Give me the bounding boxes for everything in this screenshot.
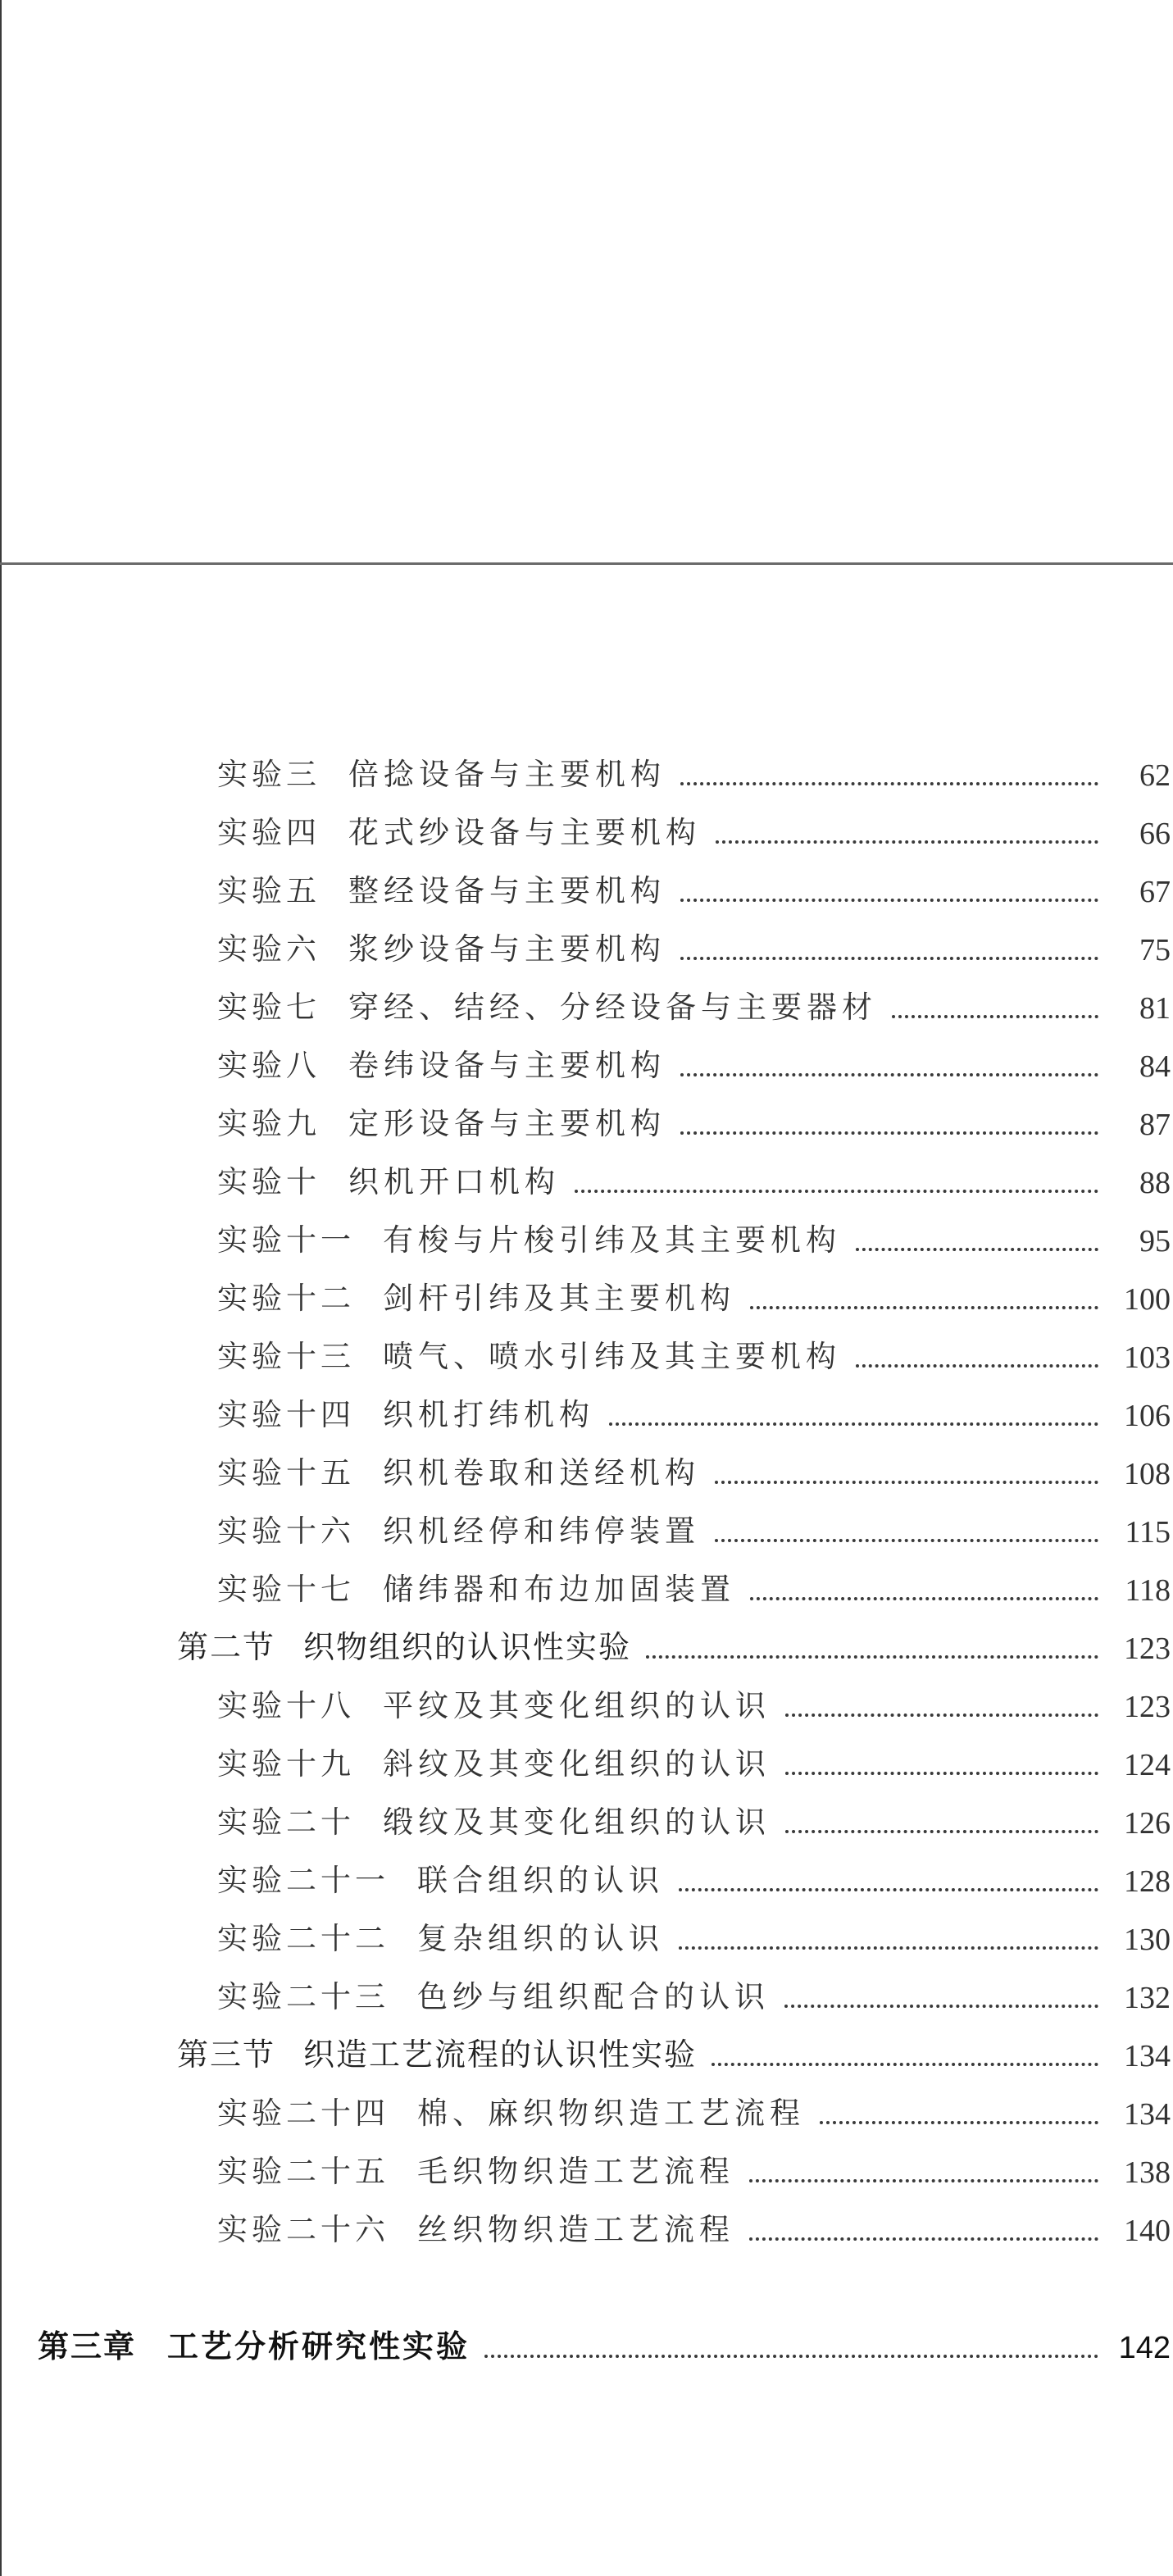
toc-entry-page: 62 xyxy=(1139,758,1171,793)
toc-entry-page: 103 xyxy=(1124,1340,1171,1375)
dot-leader xyxy=(680,899,1098,902)
toc-entry-number: 实验十三 xyxy=(217,1339,355,1374)
toc-entry-title: 棉、麻织物织造工艺流程 xyxy=(417,2096,805,2131)
toc-entry-page: 81 xyxy=(1139,991,1171,1026)
dot-leader xyxy=(715,1539,1098,1542)
dot-leader xyxy=(712,2063,1098,2066)
toc-entry-page: 108 xyxy=(1124,1457,1171,1491)
toc-section-title: 织造工艺流程的认识性实验 xyxy=(303,2037,698,2073)
toc-entry-number: 实验二十五 xyxy=(217,2154,389,2189)
toc-entry-number: 实验六 xyxy=(217,931,321,967)
toc-entry-exp-11[interactable] xyxy=(0,1210,1173,1259)
toc-entry-title: 卷纬设备与主要机构 xyxy=(348,1048,666,1083)
toc-entry-exp-21[interactable] xyxy=(0,1850,1173,1900)
toc-entry-page: 87 xyxy=(1139,1108,1171,1142)
dot-leader xyxy=(856,1364,1098,1368)
toc-entry-page: 123 xyxy=(1124,1632,1171,1666)
toc-entry-title: 斜纹及其变化组织的认识 xyxy=(383,1746,771,1782)
dot-leader xyxy=(715,1481,1098,1484)
dot-leader xyxy=(680,1131,1098,1135)
toc-entry-number: 实验五 xyxy=(217,873,321,908)
toc-entry-exp-3[interactable] xyxy=(0,744,1173,794)
toc-entry-number: 实验十九 xyxy=(217,1746,355,1782)
dot-leader xyxy=(785,1714,1098,1717)
toc-entry-number: 实验九 xyxy=(217,1106,321,1141)
dot-leader xyxy=(575,1190,1098,1193)
toc-entry-title: 色纱与组织配合的认识 xyxy=(417,1979,770,2014)
dot-leader xyxy=(784,2005,1098,2008)
toc-entry-number: 实验十 xyxy=(217,1164,321,1199)
toc-entry-exp-12[interactable] xyxy=(0,1268,1173,1318)
toc-entry-number: 实验十六 xyxy=(217,1513,355,1549)
dot-leader xyxy=(785,1830,1098,1833)
toc-entry-page: 75 xyxy=(1139,933,1171,967)
toc-entry-exp-26[interactable] xyxy=(0,2200,1173,2249)
toc-entry-number: 实验二十四 xyxy=(217,2096,389,2131)
dot-leader xyxy=(484,2355,1098,2358)
toc-entry-title: 织机卷取和送经机构 xyxy=(383,1455,700,1491)
toc-entry-exp-9[interactable] xyxy=(0,1094,1173,1143)
dot-leader xyxy=(680,957,1098,960)
toc-entry-page: 134 xyxy=(1124,2097,1171,2132)
toc-entry-page: 88 xyxy=(1139,1166,1171,1200)
toc-entry-title: 有梭与片梭引纬及其主要机构 xyxy=(383,1222,841,1258)
toc-entry-exp-13[interactable] xyxy=(0,1327,1173,1376)
toc-entry-title: 整经设备与主要机构 xyxy=(348,873,666,908)
toc-entry-page: 123 xyxy=(1124,1690,1171,1724)
toc-entry-number: 实验二十三 xyxy=(217,1979,389,2014)
toc-entry-exp-6[interactable] xyxy=(0,919,1173,968)
toc-entry-number: 实验十五 xyxy=(217,1455,355,1491)
dot-leader xyxy=(750,1597,1098,1600)
toc-section-3[interactable] xyxy=(0,2025,1173,2074)
toc-entry-exp-7[interactable] xyxy=(0,977,1173,1026)
toc-entry-title: 花式纱设备与主要机构 xyxy=(348,815,701,850)
toc-entry-page: 130 xyxy=(1124,1923,1171,1957)
toc-entry-number: 实验七 xyxy=(217,990,321,1025)
toc-entry-number: 实验八 xyxy=(217,1048,321,1083)
toc-entry-page: 100 xyxy=(1124,1282,1171,1317)
toc-entry-title: 剑杆引纬及其主要机构 xyxy=(383,1281,735,1316)
toc-entry-exp-19[interactable] xyxy=(0,1734,1173,1783)
toc-entry-exp-24[interactable] xyxy=(0,2083,1173,2132)
dot-leader xyxy=(750,1306,1098,1309)
toc-entry-exp-22[interactable] xyxy=(0,1909,1173,1958)
toc-entry-exp-16[interactable] xyxy=(0,1501,1173,1550)
toc-entry-page: 115 xyxy=(1125,1515,1171,1550)
toc-section-title: 织物组织的认识性实验 xyxy=(303,1629,632,1665)
toc-entry-title: 织机开口机构 xyxy=(348,1164,560,1199)
toc-entry-title: 织机经停和纬停装置 xyxy=(383,1513,700,1549)
toc-section-number: 第三节 xyxy=(177,2037,276,2073)
toc-entry-page: 128 xyxy=(1124,1864,1171,1899)
toc-entry-exp-17[interactable] xyxy=(0,1559,1173,1609)
dot-leader xyxy=(820,2121,1098,2124)
toc-entry-exp-15[interactable] xyxy=(0,1443,1173,1492)
toc-entry-number: 实验三 xyxy=(217,757,321,792)
toc-entry-page: 84 xyxy=(1139,1049,1171,1084)
toc-entry-exp-23[interactable] xyxy=(0,1967,1173,2016)
toc-entry-title: 平纹及其变化组织的认识 xyxy=(383,1688,771,1723)
toc-entry-page: 95 xyxy=(1139,1224,1171,1258)
toc-entry-number: 实验十四 xyxy=(217,1397,355,1432)
dot-leader xyxy=(679,1946,1098,1950)
toc-entry-exp-20[interactable] xyxy=(0,1792,1173,1841)
toc-entry-title: 联合组织的认识 xyxy=(417,1863,664,1898)
toc-entry-title: 缎纹及其变化组织的认识 xyxy=(383,1805,771,1840)
toc-entry-number: 实验十七 xyxy=(217,1572,355,1607)
toc-entry-page: 118 xyxy=(1125,1573,1171,1608)
toc-entry-page: 138 xyxy=(1124,2155,1171,2190)
toc-entry-title: 织机打纬机构 xyxy=(383,1397,594,1432)
toc-chapter-title: 工艺分析研究性实验 xyxy=(167,2328,471,2364)
toc-entry-title: 储纬器和布边加固装置 xyxy=(383,1572,735,1607)
toc-entry-title: 毛织物织造工艺流程 xyxy=(417,2154,734,2189)
dot-leader xyxy=(856,1248,1098,1251)
toc-entry-exp-14[interactable] xyxy=(0,1385,1173,1434)
toc-entry-title: 浆纱设备与主要机构 xyxy=(348,931,666,967)
dot-leader xyxy=(679,1888,1098,1891)
toc-chapter-page: 142 xyxy=(1118,2331,1171,2365)
toc-entry-title: 复杂组织的认识 xyxy=(417,1921,664,1956)
toc-entry-number: 实验二十六 xyxy=(217,2212,389,2247)
toc-entry-page: 140 xyxy=(1124,2214,1171,2248)
toc-entry-page: 66 xyxy=(1139,817,1171,851)
toc-entry-exp-18[interactable] xyxy=(0,1676,1173,1725)
dot-leader xyxy=(892,1015,1098,1018)
dot-leader xyxy=(680,782,1098,785)
toc-entry-page: 67 xyxy=(1139,875,1171,909)
toc-entry-number: 实验十一 xyxy=(217,1222,355,1258)
toc-entry-title: 丝织物织造工艺流程 xyxy=(417,2212,734,2247)
toc-entry-exp-4[interactable] xyxy=(0,803,1173,852)
toc-entry-number: 实验二十 xyxy=(217,1805,355,1840)
toc-entry-page: 134 xyxy=(1124,2039,1171,2073)
dot-leader xyxy=(749,2179,1098,2182)
dot-leader xyxy=(749,2237,1098,2241)
toc-chapter-3[interactable] xyxy=(0,2317,1173,2366)
dot-leader xyxy=(785,1772,1098,1775)
toc-entry-number: 实验十二 xyxy=(217,1281,355,1316)
toc-entry-exp-25[interactable] xyxy=(0,2141,1173,2191)
toc-entry-number: 实验四 xyxy=(217,815,321,850)
dot-leader xyxy=(646,1655,1098,1659)
toc-entry-number: 实验十八 xyxy=(217,1688,355,1723)
toc-entry-page: 132 xyxy=(1124,1981,1171,2015)
toc-section-2[interactable] xyxy=(0,1618,1173,1667)
dot-leader xyxy=(680,1073,1098,1076)
toc-entry-title: 倍捻设备与主要机构 xyxy=(348,757,666,792)
dot-leader xyxy=(716,840,1098,844)
toc-entry-title: 喷气、喷水引纬及其主要机构 xyxy=(383,1339,841,1374)
toc-entry-title: 定形设备与主要机构 xyxy=(348,1106,666,1141)
toc-entry-page: 106 xyxy=(1124,1399,1171,1433)
toc-section-number: 第二节 xyxy=(177,1629,276,1665)
toc-entry-exp-5[interactable] xyxy=(0,861,1173,910)
toc-entry-title: 穿经、结经、分经设备与主要器材 xyxy=(348,990,877,1025)
toc-entry-page: 126 xyxy=(1124,1806,1171,1841)
toc-entry-page: 124 xyxy=(1124,1748,1171,1782)
toc-entry-exp-8[interactable] xyxy=(0,1035,1173,1085)
toc-entry-number: 实验二十一 xyxy=(217,1863,389,1898)
toc-entry-number: 实验二十二 xyxy=(217,1921,389,1956)
toc-chapter-number: 第三章 xyxy=(38,2328,137,2364)
toc-entry-exp-10[interactable] xyxy=(0,1152,1173,1201)
page-divider-rule xyxy=(0,562,1173,565)
dot-leader xyxy=(609,1422,1098,1426)
